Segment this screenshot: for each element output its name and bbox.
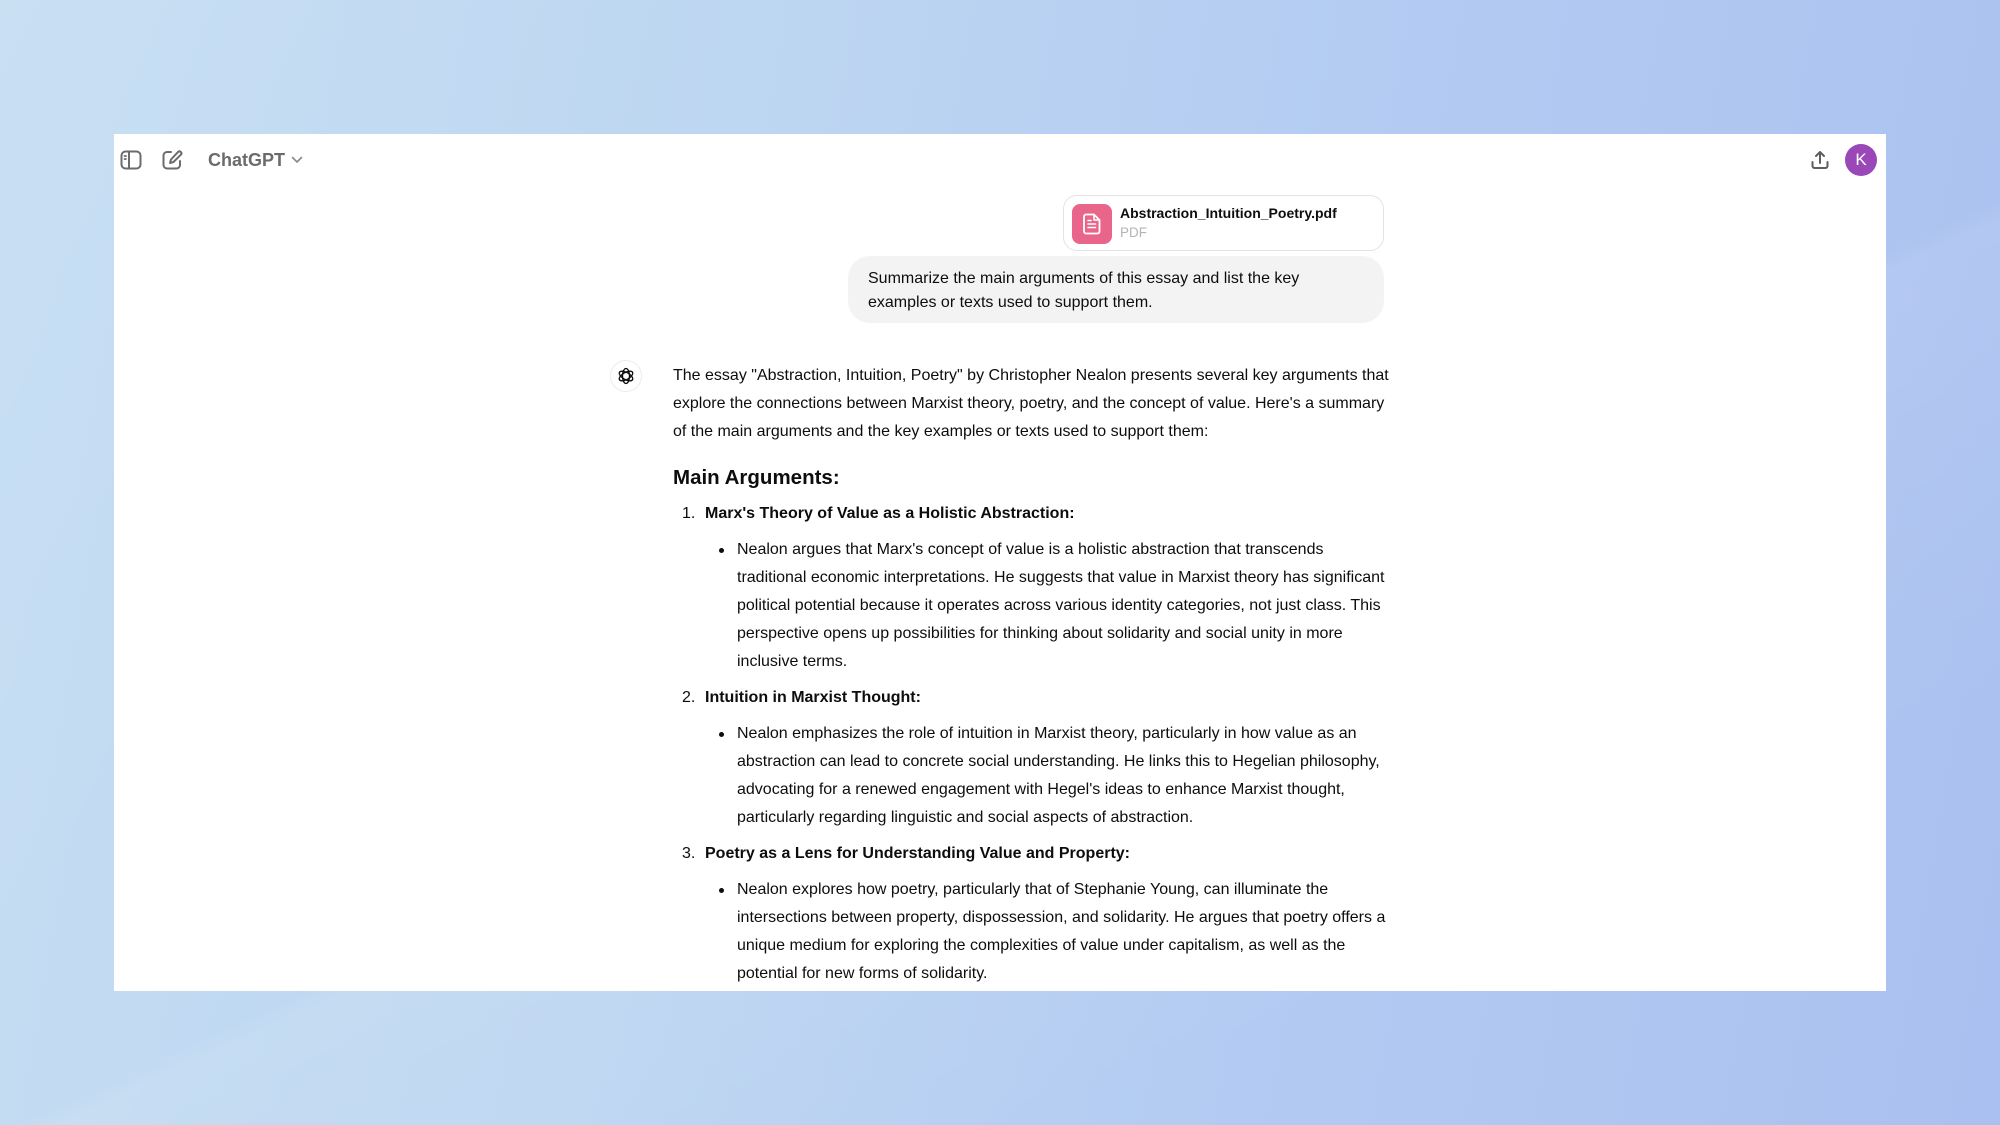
argument-number: 3. (682, 845, 696, 862)
assistant-avatar (610, 360, 642, 392)
argument-number: 2. (682, 689, 696, 706)
chat-window (114, 134, 1886, 991)
argument-point-text: Nealon explores how poetry, particularly that of Stephanie Young, can illuminate the intersections between property, dispossession, and solidarity. He argues that poetry offers a unique medium for exploring the complexities of value under capitalism, as well as the potential for new forms of solidarity. (737, 881, 1386, 982)
share-icon (1810, 150, 1830, 170)
chevron-down-icon (291, 156, 303, 164)
assistant-message (673, 362, 1393, 991)
argument-title: Intuition in Marxist Thought: (705, 689, 921, 706)
argument-points (705, 536, 1393, 676)
argument-point (705, 720, 1393, 832)
top-bar (114, 134, 1886, 186)
share-button[interactable] (1804, 144, 1836, 176)
argument-point (705, 536, 1393, 676)
bullet-icon (719, 732, 724, 737)
argument-item (673, 840, 1393, 988)
avatar-initial: K (1855, 150, 1867, 169)
assistant-intro: The essay "Abstraction, Intuition, Poetry" by Christopher Nealon presents several key arguments that explore the connections between Marxist theory, poetry, and the concept of value. Here's a summary of the main arguments and the key examples or texts used to support them: (673, 367, 1389, 440)
edit-icon (161, 149, 183, 171)
arguments-list (673, 500, 1393, 988)
argument-points (705, 876, 1393, 988)
user-avatar[interactable] (1845, 144, 1877, 176)
argument-item (673, 500, 1393, 676)
model-name: ChatGPT (208, 149, 286, 170)
argument-item (673, 684, 1393, 832)
attachment-file-type: PDF (1120, 225, 1147, 240)
argument-point-text: Nealon argues that Marx's concept of value is a holistic abstraction that transcends traditional economic interpretations. He suggests that value in Marxist theory has significant political potential because it operates across various identity categories, not just class. This perspective opens up possibilities for thinking about solidarity and social unity in more inclusive terms. (737, 541, 1385, 670)
user-message-text: Summarize the main arguments of this essay and list the key examples or texts used to support them. (868, 270, 1300, 311)
user-message-bubble (848, 256, 1384, 323)
sidebar-icon (120, 150, 142, 170)
document-icon (1072, 204, 1112, 244)
bullet-icon (719, 888, 724, 893)
argument-number: 1. (682, 505, 696, 522)
argument-title: Marx's Theory of Value as a Holistic Abstraction: (705, 505, 1075, 522)
sidebar-toggle-button[interactable] (115, 144, 147, 176)
argument-point (705, 876, 1393, 988)
openai-logo-icon (616, 366, 636, 386)
argument-point-text: Nealon emphasizes the role of intuition in Marxist theory, particularly in how value as an abstraction can lead to concrete social understanding. He links this to Hegelian philosophy, advocating for a renewed engagement with Hegel's ideas to enhance Marxist thought, particularly regarding linguistic and social aspects of abstraction. (737, 725, 1380, 826)
attachment-file-name: Abstraction_Intuition_Poetry.pdf (1120, 205, 1337, 221)
argument-points (705, 720, 1393, 832)
bullet-icon (719, 548, 724, 553)
argument-title: Poetry as a Lens for Understanding Value and Property: (705, 845, 1130, 862)
pdf-attachment-card[interactable] (1063, 195, 1384, 251)
new-chat-button[interactable] (156, 144, 188, 176)
section-heading: Main Arguments: (673, 466, 840, 489)
model-selector[interactable] (208, 146, 303, 174)
